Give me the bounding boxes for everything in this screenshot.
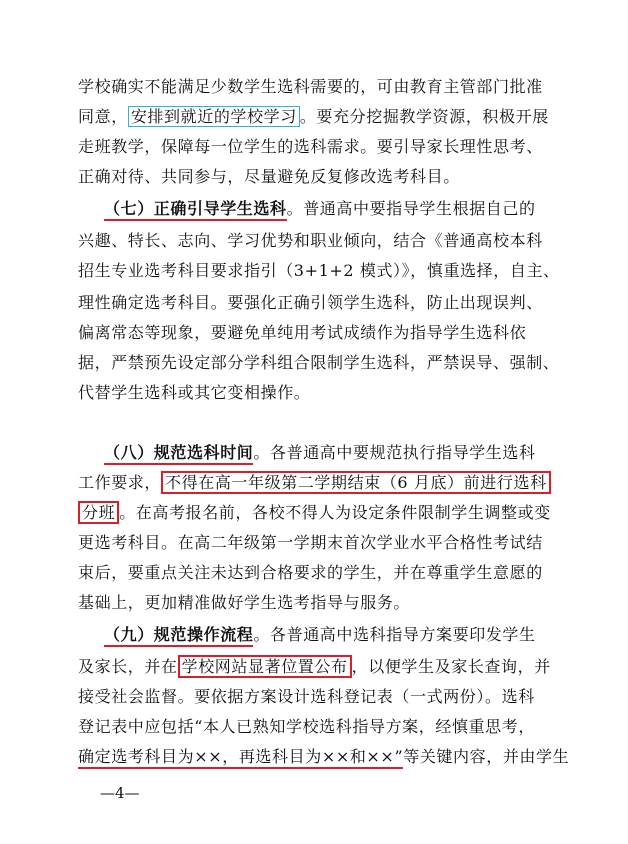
text: 束后，要重点关注未达到合格要求的学生，并在尊重学生意愿的 [78, 563, 543, 582]
highlight-box-teal: 安排到就近的学校学习 [128, 106, 300, 127]
paragraph-line [78, 502, 558, 524]
paragraph-line [78, 382, 558, 404]
paragraph-line [78, 352, 558, 374]
subsection-title-7: （七）正确引导学生选科 [104, 199, 287, 221]
text: 接受社会监督。要依据方案设计选科登记表（一式两份）。选科 [78, 687, 535, 706]
paragraph-line [78, 322, 558, 344]
text: 正确对待、共同参与，尽量避免反复修改选考科目。 [78, 167, 460, 186]
text: 。各普通高中选科指导方案要印发学生 [253, 625, 536, 644]
paragraph-line [78, 292, 558, 314]
text: 偏离常态等现象，要避免单纯用考试成绩作为指导学生选科依 [78, 323, 527, 342]
paragraph-line [78, 746, 570, 768]
text: 更选考科目。在高二年级第一学期末首次学业水平合格性考试结 [78, 533, 543, 552]
text: 工作要求， [78, 473, 162, 492]
text: 。要充分挖掘教学资源，积极开展 [299, 107, 549, 126]
text: 登记表中应包括“本人已熟知学校选科指导方案，经慎重思考， [78, 717, 535, 736]
paragraph-line [78, 656, 558, 678]
paragraph-line [104, 198, 558, 220]
subsection-title-9: （九）规范操作流程 [104, 625, 253, 647]
paragraph-line [78, 592, 558, 614]
paragraph-line [78, 260, 558, 282]
text: 。各普通高中要规范执行指导学生选科 [253, 443, 536, 462]
text: 招生专业选考科目要求指引（3+1+2 模式）》，慎重选择，自主、 [78, 261, 560, 280]
paragraph-line [78, 76, 558, 98]
text: 等关键内容，并由学生 [403, 747, 570, 766]
text: 基础上，更加精准做好学生选考指导与服务。 [78, 593, 411, 612]
text: 。在高考报名前，各校不得人为设定条件限制学生调整或变 [119, 503, 551, 522]
text: 兴趣、特长、志向、学习优势和职业倾向，结合《普通高校本科 [78, 231, 543, 250]
page-number: —4— [100, 784, 140, 802]
text: 据，严禁预先设定部分学科组合限制学生选科，严禁误导、强制、 [78, 353, 560, 372]
paragraph-line [78, 716, 558, 738]
text: 同意， [78, 107, 128, 126]
paragraph-line [78, 686, 558, 708]
highlight-box-red: 不得在高一年级第二学期结束（6 月底）前进行选科 [161, 471, 551, 494]
paragraph-line [78, 532, 558, 554]
subsection-title-8: （八）规范选科时间 [104, 443, 253, 465]
highlight-box-red: 分班 [78, 501, 119, 524]
paragraph-line [78, 136, 558, 158]
text: 学校确实不能满足少数学生选科需要的，可由教育主管部门批准 [78, 77, 543, 96]
paragraph-line [104, 442, 558, 464]
paragraph-line [104, 624, 558, 646]
underlined-phrase: 确定选考科目为××，再选科目为××和××” [78, 747, 403, 769]
text: 理性确定选考科目。要强化正确引领学生选科，防止出现误判、 [78, 293, 543, 312]
paragraph-line [78, 106, 558, 128]
paragraph-line [78, 472, 558, 494]
text: 代替学生选科或其它变相操作。 [78, 383, 311, 402]
paragraph-line [78, 562, 558, 584]
highlight-box-red: 学校网站显著位置公布 [178, 655, 352, 678]
paragraph-line [78, 166, 558, 188]
text: 。普通高中要指导学生根据自己的 [286, 199, 536, 218]
paragraph-line [78, 230, 558, 252]
text: 走班教学，保障每一位学生的选科需求。要引导家长理性思考、 [78, 137, 543, 156]
text: ，以便学生及家长查询，并 [351, 657, 551, 676]
text: 及家长，并在 [78, 657, 178, 676]
